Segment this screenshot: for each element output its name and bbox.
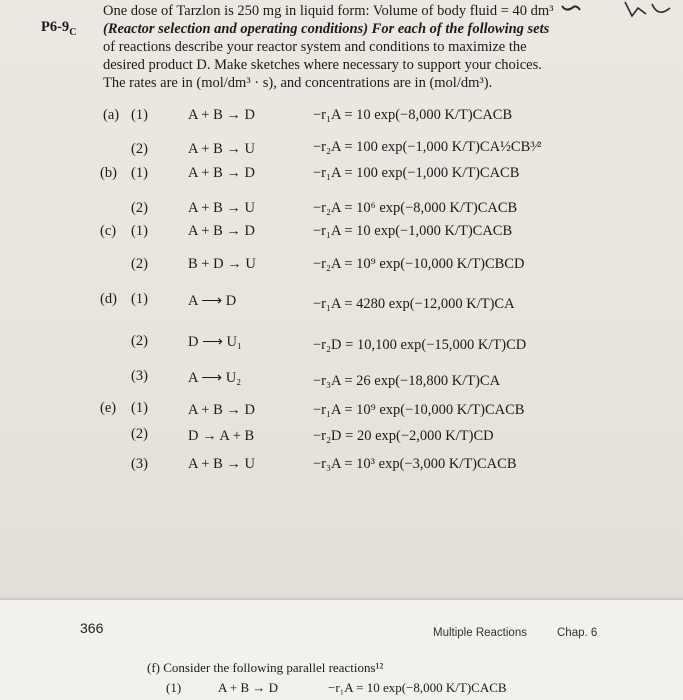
rate-law: −r₂A = 10⁹ exp(−10,000 K/T)CBCD [313,256,525,272]
reaction-number: (2) [131,256,148,272]
part-label: (a) [103,107,120,123]
pen-scribble-icon [540,0,680,22]
reaction-number: (1) [131,291,148,307]
reaction-equation: A + B → D [188,165,255,181]
reaction-equation: A + B → D [188,223,255,239]
reaction-equation: A + B → U [188,456,255,472]
reaction-equation: D ⟶ U₁ [188,334,243,350]
reaction-equation: D → A + B [188,428,255,444]
intro-line-1: One dose of Tarzlon is 250 mg in liquid form: Volume of body fluid = 40 dm³ [103,3,554,19]
intro-line-4: desired product D. Make sketches where necessary to support your choices. [103,57,542,73]
reaction-equation: B + D → U [188,256,256,272]
part-label: (c) [100,223,117,239]
rate-law: −r₁A = 10 exp(−8,000 K/T)CACB [328,680,507,695]
rate-law: −r₁A = 100 exp(−1,000 K/T)CACB [313,165,520,181]
rate-law: −r₁A = 10 exp(−8,000 K/T)CACB [313,107,513,123]
problem-id-sub: C [69,26,77,38]
reaction-number: (1) [131,107,148,123]
part-label: (b) [100,165,117,181]
reaction-number: (1) [166,680,182,695]
rate-law: −r₂A = 10⁶ exp(−8,000 K/T)CACB [313,200,518,216]
rate-law: −r₃A = 10³ exp(−3,000 K/T)CACB [313,456,517,472]
reaction-equation: A + B → D [188,402,255,418]
reaction-number: (2) [131,200,148,216]
rate-law: −r₁A = 10⁹ exp(−10,000 K/T)CACB [313,402,525,418]
reaction-number: (2) [131,141,148,157]
reaction-equation: A + B → D [218,680,279,695]
intro-line-5: The rates are in (mol/dm³ · s), and concentrations are in (mol/dm³). [103,75,493,91]
footer-chapter: Chap. 6 [557,627,598,639]
problem-id: P6-9 [41,19,70,35]
rate-law: −r₂D = 20 exp(−2,000 K/T)CD [313,428,494,444]
intro-line-2: (Reactor selection and operating conditions) For each of the following sets [103,21,550,37]
reaction-number: (3) [131,456,148,472]
reaction-equation: A + B → D [188,107,255,123]
part-f-intro: (f) Consider the following parallel reactions¹² [147,660,384,675]
reaction-number: (1) [131,400,148,416]
footer-section: Multiple Reactions [433,627,527,639]
rate-law: −r₃A = 26 exp(−18,800 K/T)CA [313,373,501,389]
reaction-equation: A + B → U [188,200,255,216]
page-number: 366 [80,620,104,636]
reaction-number: (3) [131,368,148,384]
rate-law: −r₁A = 4280 exp(−12,000 K/T)CA [313,296,515,312]
intro-line-3: of reactions describe your reactor system and conditions to maximize the [103,39,527,55]
reaction-equation: A + B → U [188,141,255,157]
reaction-number: (1) [131,165,148,181]
rate-law: −r₂D = 10,100 exp(−15,000 K/T)CD [313,337,527,353]
reaction-number: (1) [131,223,148,239]
rate-law: −r₂A = 100 exp(−1,000 K/T)CA½CB³⁄² [313,139,542,155]
rate-law: −r₁A = 10 exp(−1,000 K/T)CACB [313,223,513,239]
reaction-equation: A ⟶ D [188,293,237,309]
reaction-number: (2) [131,333,148,349]
part-label: (d) [100,291,117,307]
reaction-number: (2) [131,426,148,442]
reaction-equation: A ⟶ U₂ [188,370,242,386]
part-label: (e) [100,400,117,416]
